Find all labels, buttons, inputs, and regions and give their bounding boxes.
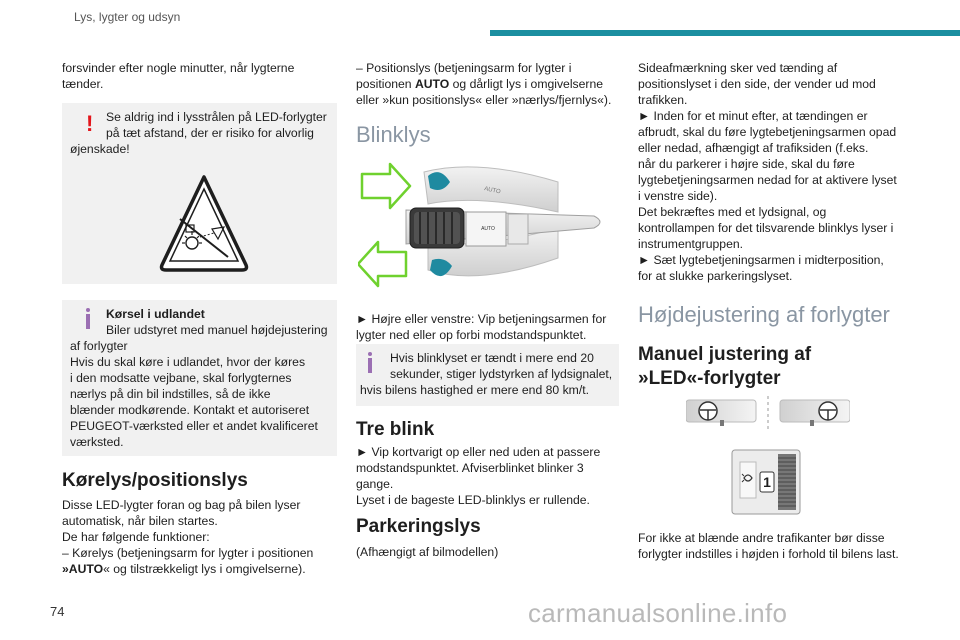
heading-line: Manuel justering af: [638, 344, 812, 365]
text-line: positionslyset i den side, der vender ud mod: [638, 77, 876, 91]
text-line: trafikken.: [638, 93, 688, 107]
col2-top: [356, 60, 626, 108]
warning-box: [62, 103, 337, 284]
text-line: forlygter indstilles i højden i forhold til bilens last.: [638, 547, 899, 561]
text-line: af forlygter: [70, 339, 128, 353]
text-line: instrumentgruppen.: [638, 237, 744, 251]
col3-body: [638, 60, 918, 284]
text-line: Lyset i de bageste LED-blinklys er rullende.: [356, 493, 590, 507]
headlight-level-icons: [686, 396, 850, 432]
text-line: Hvis du skal køre i udlandet, hvor der køres: [70, 355, 306, 369]
heading-manuel-justering: [638, 343, 811, 391]
text-line: De har følgende funktioner:: [62, 530, 210, 544]
stalk-auto-label: AUTO: [481, 226, 495, 232]
text-line: lygter ned eller op forbi modstandspunktet.: [356, 328, 587, 342]
text-line: – Positionslys (betjeningsarm for lygter i: [356, 61, 572, 75]
info-title: [106, 306, 331, 322]
page-number: 74: [50, 604, 65, 619]
info-box-udlandet: [62, 300, 337, 456]
text-line: øjenskade!: [70, 142, 130, 156]
text-line: ► Vip kortvarigt op eller ned uden at passere: [356, 445, 601, 459]
info-text: [390, 350, 616, 382]
indicator-stalk-illustration: [358, 158, 610, 298]
text: og dårligt lys i omgivelserne: [449, 77, 604, 91]
warning-text: [106, 109, 336, 141]
warning-exclamation-icon: !: [86, 111, 94, 136]
heading-parkeringslys: Parkeringslys: [356, 516, 481, 537]
info-body: [70, 338, 334, 450]
col2-tre-body: [356, 444, 626, 508]
dial-position-number: 1: [763, 474, 771, 490]
info-title-text: Kørsel i udlandet: [106, 307, 205, 321]
heading-koerelys: Kørelys/positionslys: [62, 470, 248, 491]
col1-body: [62, 497, 347, 577]
text: « og tilstrækkeligt lys i omgivelserne).: [103, 562, 306, 576]
watermark-text: carmanualsonline.info: [528, 598, 788, 628]
bold-text: »AUTO: [62, 562, 104, 576]
text-line: ► Højre eller venstre: Vip betjeningsarmen for: [356, 312, 607, 326]
header-accent-bar: [490, 30, 960, 36]
text-line: gange.: [356, 477, 394, 491]
text-line: PEUGEOT-værksted eller et andet kvalificeret: [70, 419, 318, 433]
text-line: [356, 76, 626, 92]
text-line: sekunder, stiger lydstyrken af lydsignalet,: [390, 367, 613, 381]
text-line: hvis bilens hastighed er mere end 80 km/t.: [360, 383, 589, 397]
text-line: afbrudt, skal du føre lygtebetjeningsarmen opad: [638, 125, 897, 139]
col3-bottom: [638, 530, 928, 562]
text-line: Disse LED-lygter foran og bag på bilen lyser: [62, 498, 301, 512]
text-line: på tæt afstand, der er risiko for alvorlig: [106, 126, 314, 140]
text-line: modstandspunktet. Afviserblinket blinker 3: [356, 461, 584, 475]
text-line: [62, 561, 347, 577]
text-line: (Afhængigt af bilmodellen): [356, 545, 499, 559]
text-line: ► Inden for et minut efter, at tændingen er: [638, 109, 868, 123]
info-first-line: [106, 322, 331, 338]
warning-text-cont: [70, 141, 330, 157]
text-line: nærlys på din bil indstilles, så de ikke: [70, 387, 271, 401]
text-line: eller nedad, afhængigt af trafiksiden (f.eks.: [638, 141, 869, 155]
text-line: for at slukke parkeringslyset.: [638, 269, 793, 283]
heading-tre-blink: Tre blink: [356, 419, 435, 440]
heading-hoejdejustering: Højdejustering af forlygter: [638, 302, 890, 327]
text-line: værksted.: [70, 435, 124, 449]
headlight-adjust-dial-icon: [730, 448, 802, 518]
text-line: Biler udstyret med manuel højdejustering: [106, 323, 328, 337]
text-line: lygtebetjeningsarmen nedad for at aktivere lyset: [638, 173, 897, 187]
text-line: i venstre side).: [638, 189, 718, 203]
text-line: Sideafmærkning sker ved tænding af: [638, 61, 838, 75]
info-text-cont: [360, 382, 618, 398]
bold-text: AUTO: [414, 77, 450, 91]
stalk-upper-auto-label: AUTO: [483, 186, 502, 196]
info-icon: [368, 352, 372, 373]
heading-blinklys: Blinklys: [356, 122, 431, 147]
heading-line: »LED«-forlygter: [638, 368, 781, 389]
text-line: automatisk, når bilen startes.: [62, 514, 218, 528]
col2-parkering-note: [356, 544, 626, 560]
text-line: Det bekræftes med et lydsignal, og: [638, 205, 827, 219]
running-header: Lys, lygter og udsyn: [74, 10, 181, 24]
text-line: tænder.: [62, 77, 104, 91]
text-line: For ikke at blænde andre trafikanter bør disse: [638, 531, 885, 545]
laser-warning-triangle-icon: [158, 173, 250, 273]
text-line: i den modsatte vejbane, skal forlygternes: [70, 371, 292, 385]
text-line: forsvinder efter nogle minutter, når lygterne: [62, 61, 295, 75]
text-line: – Kørelys (betjeningsarm for lygter i positionen: [62, 546, 314, 560]
text-line: når du parkerer i højre side, skal du føre: [638, 157, 855, 171]
text-line: ► Sæt lygtebetjeningsarmen i midterposition,: [638, 253, 884, 267]
col1-intro: [62, 60, 342, 92]
info-box-blinklys: [356, 344, 619, 406]
text-line: Se aldrig ind i lysstrålen på LED-forlygter: [106, 110, 327, 124]
text-line: Hvis blinklyset er tændt i mere end 20: [390, 351, 594, 365]
text-line: kontrollampen for det tilsvarende blinklys lyser i: [638, 221, 894, 235]
text-line: blænder modkørende. Kontakt et autoriseret: [70, 403, 310, 417]
col2-bullet: [356, 311, 626, 343]
text: positionen: [356, 77, 415, 91]
text-line: eller »kun positionslys« eller »nærlys/fjernlys«).: [356, 93, 612, 107]
info-icon: [86, 308, 90, 329]
